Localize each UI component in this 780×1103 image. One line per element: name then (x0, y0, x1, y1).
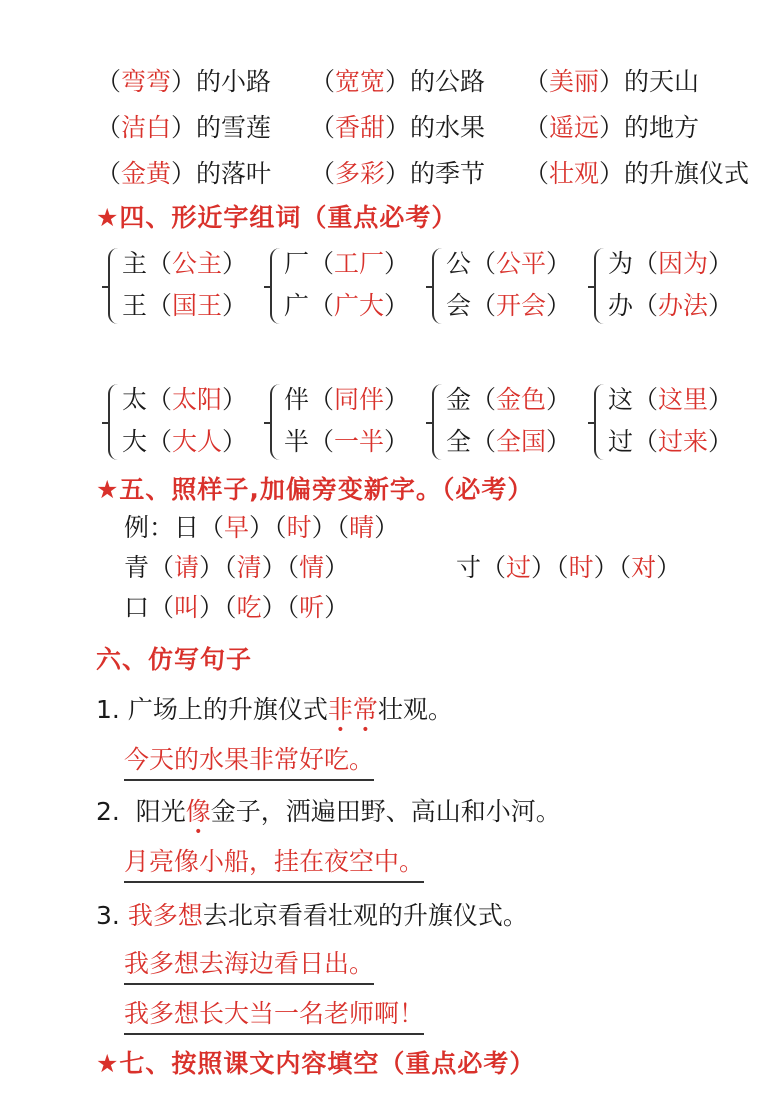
phrase (524, 62, 699, 98)
base-char: 为 (608, 249, 634, 278)
sentence-2-answer: 月亮像小船，挂在夜空中。 (124, 842, 424, 883)
phrase-suffix: ）的小路 (171, 67, 272, 96)
phrase (96, 108, 271, 144)
base-char: 厂 (284, 249, 310, 278)
word-pair: 太（太阳） (122, 385, 248, 414)
word-pair: 伴（同伴） (284, 385, 410, 414)
base-char: 会 (446, 291, 472, 320)
paren: （ (96, 67, 122, 96)
brace (432, 384, 444, 460)
word-answer: 这里 (658, 385, 709, 414)
word-pair: 公（公平） (446, 249, 572, 278)
base-char: 这 (608, 385, 634, 414)
base-char: 广 (284, 291, 310, 320)
sentence-3 (96, 896, 528, 932)
section-6-title: 六、仿写句子 (96, 645, 253, 674)
base-char: 公 (446, 249, 472, 278)
base-char: 伴 (284, 385, 310, 414)
radical-example-row: 例：日（早）（时）（晴） (124, 513, 400, 542)
sentence-text: 壮观。 (377, 695, 453, 724)
sentence-text: 金子，洒遍田野、高山和小河。 (210, 797, 561, 826)
paren: （ (96, 113, 122, 142)
sentence-number: 1. (96, 695, 120, 724)
brace (594, 248, 606, 324)
base-char: 太 (122, 385, 148, 414)
phrase (96, 154, 271, 190)
sentence-number: 3. (96, 901, 120, 930)
phrase-suffix: ）的公路 (385, 67, 486, 96)
new-char: 吃 (236, 593, 262, 622)
base-char: 半 (284, 427, 310, 456)
phrase-suffix: ）的落叶 (171, 159, 272, 188)
base-char: 青 (124, 553, 150, 582)
sentence-1-answer: 今天的水果非常好吃。 (124, 740, 374, 781)
phrase-answer: 遥远 (549, 113, 600, 142)
brace (270, 248, 282, 324)
word-answer: 工厂 (334, 249, 385, 278)
word-answer: 大人 (172, 427, 223, 456)
sentence-2 (96, 792, 561, 828)
word-answer: 过来 (658, 427, 709, 456)
paren: （ (524, 159, 550, 188)
word-answer: 公主 (172, 249, 223, 278)
word-pair: 办（办法） (608, 291, 734, 320)
sentence-3-answer-1: 我多想去海边看日出。 (124, 944, 374, 985)
word-pair: 半（一半） (284, 427, 410, 456)
phrase-suffix: ）的天山 (599, 67, 700, 96)
radical-row-cun: 寸（过）（时）（对） (456, 553, 682, 582)
key-char: 非 (327, 695, 353, 724)
key-phrase: 我多想 (127, 901, 203, 930)
phrase-answer: 美丽 (549, 67, 600, 96)
base-char: 口 (124, 593, 150, 622)
base-char: 过 (608, 427, 634, 456)
phrase (96, 62, 271, 98)
phrase (524, 108, 699, 144)
brace (270, 384, 282, 460)
sentence-number: 2. (96, 797, 120, 826)
word-pair: 大（大人） (122, 427, 248, 456)
example-char: 晴 (349, 513, 375, 542)
new-char: 叫 (174, 593, 200, 622)
new-char: 过 (506, 553, 532, 582)
word-answer: 开会 (496, 291, 547, 320)
word-pair: 为（因为） (608, 249, 734, 278)
word-pair: 全（全国） (446, 427, 572, 456)
phrase-answer: 金黄 (121, 159, 172, 188)
brace (108, 248, 120, 324)
word-answer: 因为 (658, 249, 709, 278)
paren: （ (310, 159, 336, 188)
phrase (524, 154, 749, 190)
new-char: 听 (299, 593, 325, 622)
sentence-3-answer-2: 我多想长大当一名老师啊！ (124, 994, 424, 1035)
sentence-text: 去北京看看壮观的升旗仪式。 (202, 901, 528, 930)
new-char: 对 (631, 553, 657, 582)
brace (108, 384, 120, 460)
word-pair: 王（国王） (122, 291, 248, 320)
phrase (310, 62, 485, 98)
phrase-answer: 弯弯 (121, 67, 172, 96)
word-pair: 这（这里） (608, 385, 734, 414)
phrase (310, 154, 485, 190)
word-answer: 广大 (334, 291, 385, 320)
phrase-answer: 洁白 (121, 113, 172, 142)
example-label: 例：日 (124, 513, 200, 542)
new-char: 清 (236, 553, 262, 582)
section-4-title: ★四、形近字组词（重点必考） (96, 203, 458, 232)
example-char: 早 (224, 513, 250, 542)
word-answer: 办法 (658, 291, 709, 320)
radical-row-kou: 口（叫）（吃）（听） (124, 593, 350, 622)
sentence-text: 广场上的升旗仪式 (127, 695, 328, 724)
paren: （ (96, 159, 122, 188)
section-5-title: ★五、照样子,加偏旁变新字。（必考） (96, 475, 534, 504)
word-pair: 厂（工厂） (284, 249, 410, 278)
word-answer: 一半 (334, 427, 385, 456)
word-answer: 公平 (496, 249, 547, 278)
sentence-text: 阳光 (135, 797, 186, 826)
new-char: 情 (299, 553, 325, 582)
phrase-answer: 壮观 (549, 159, 600, 188)
paren: （ (310, 113, 336, 142)
phrase-answer: 多彩 (335, 159, 386, 188)
phrase-suffix: ）的地方 (599, 113, 700, 142)
phrase-suffix: ）的升旗仪式 (599, 159, 750, 188)
new-char: 时 (568, 553, 594, 582)
word-answer: 同伴 (334, 385, 385, 414)
new-char: 请 (174, 553, 200, 582)
word-answer: 全国 (496, 427, 547, 456)
paren: （ (310, 67, 336, 96)
base-char: 寸 (456, 553, 482, 582)
word-answer: 国王 (172, 291, 223, 320)
key-char: 像 (185, 797, 211, 826)
example-char: 时 (286, 513, 312, 542)
phrase (310, 108, 485, 144)
word-answer: 金色 (496, 385, 547, 414)
paren: （ (524, 113, 550, 142)
base-char: 王 (122, 291, 148, 320)
brace (432, 248, 444, 324)
base-char: 办 (608, 291, 634, 320)
phrase-suffix: ）的水果 (385, 113, 486, 142)
word-pair: 金（金色） (446, 385, 572, 414)
base-char: 金 (446, 385, 472, 414)
phrase-answer: 宽宽 (335, 67, 386, 96)
section-7-title: ★七、按照课文内容填空（重点必考） (96, 1049, 536, 1078)
key-char: 常 (352, 695, 378, 724)
base-char: 全 (446, 427, 472, 456)
word-pair: 会（开会） (446, 291, 572, 320)
word-pair: 主（公主） (122, 249, 248, 278)
word-pair: 过（过来） (608, 427, 734, 456)
base-char: 大 (122, 427, 148, 456)
brace (594, 384, 606, 460)
word-pair: 广（广大） (284, 291, 410, 320)
base-char: 主 (122, 249, 148, 278)
word-answer: 太阳 (172, 385, 223, 414)
radical-row-qing: 青（请）（清）（情） (124, 553, 350, 582)
phrase-answer: 香甜 (335, 113, 386, 142)
phrase-suffix: ）的季节 (385, 159, 486, 188)
phrase-suffix: ）的雪莲 (171, 113, 272, 142)
sentence-1 (96, 690, 453, 726)
paren: （ (524, 67, 550, 96)
